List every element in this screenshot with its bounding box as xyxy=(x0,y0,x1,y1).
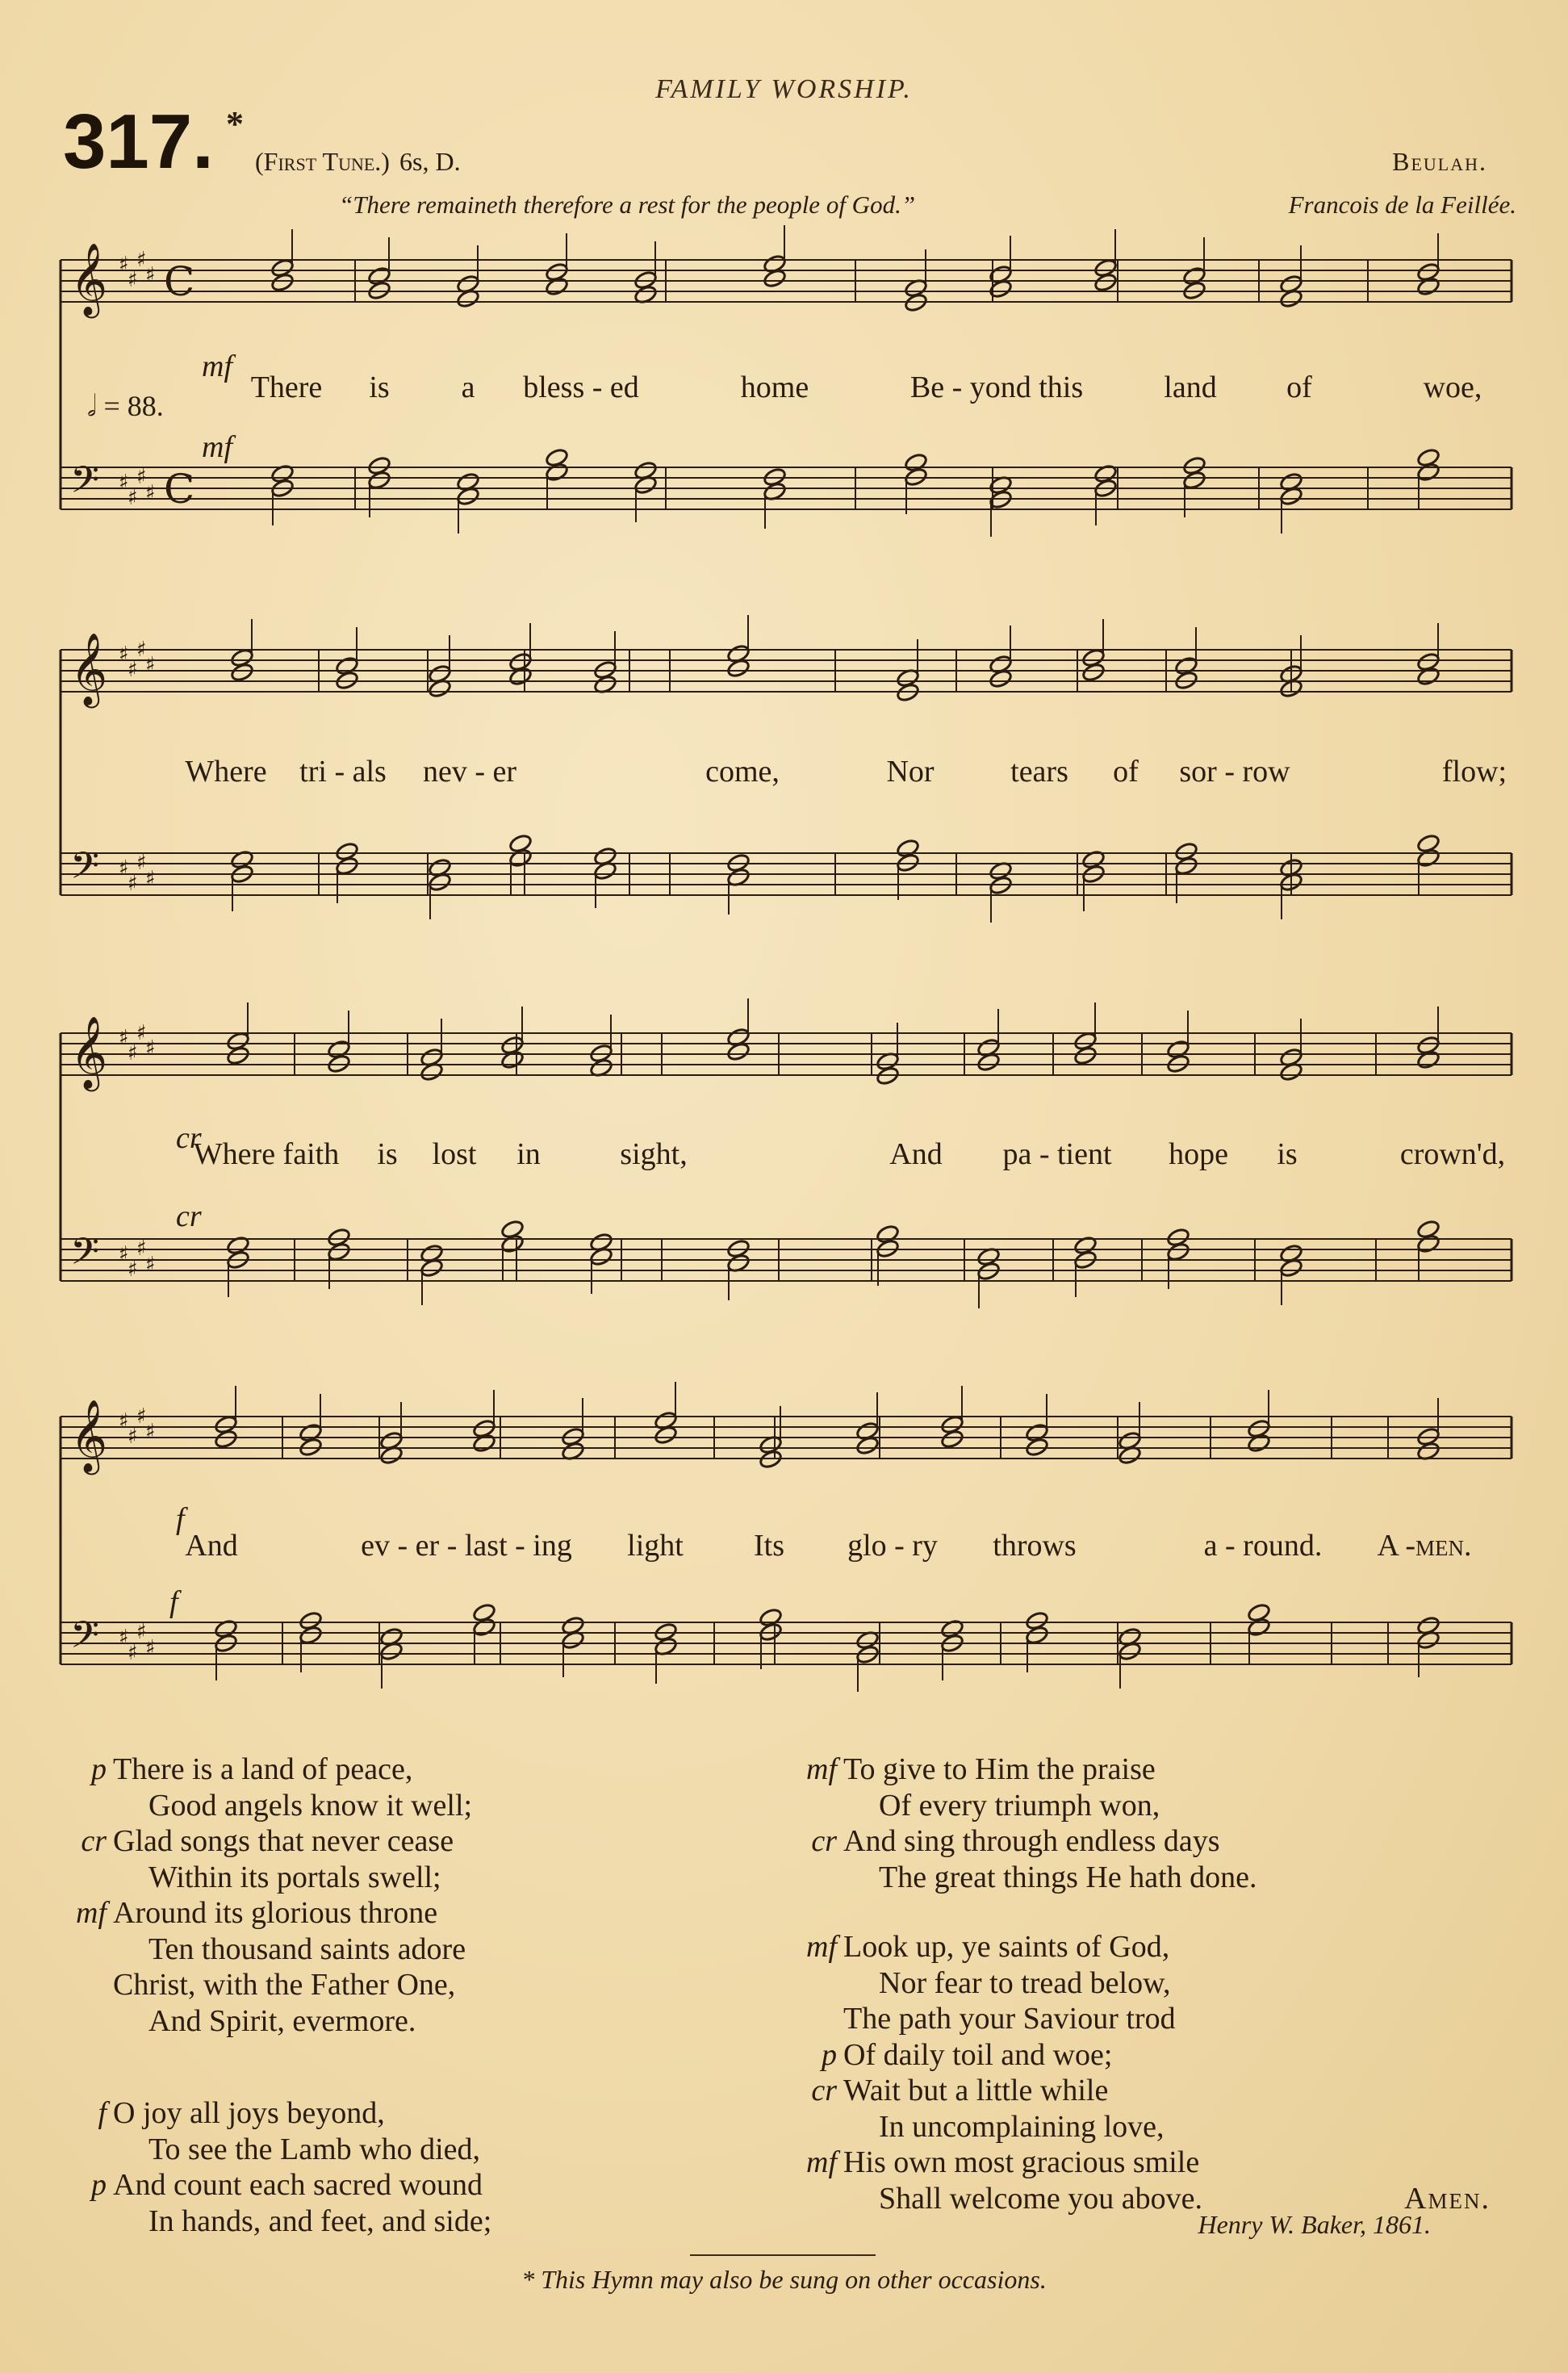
lyric-syllable: glo - ry xyxy=(847,1529,938,1563)
note-head xyxy=(545,447,569,467)
lyric-syllable: a xyxy=(461,370,475,404)
lyric-syllable: come, xyxy=(705,755,780,789)
verse-text: The great things He hath done. xyxy=(879,1860,1257,1894)
dynamic-marking: f xyxy=(98,2096,107,2130)
hymn-asterisk: * xyxy=(226,104,244,144)
dynamic-marking: cr xyxy=(81,1824,107,1858)
lyric-syllable: Where faith xyxy=(193,1137,340,1171)
sharp-icon: ♯ xyxy=(128,1641,138,1665)
dynamic-marking: p xyxy=(822,2037,837,2072)
lyric-syllable: A -men. xyxy=(1377,1529,1472,1563)
note-head xyxy=(1247,1433,1271,1453)
common-time-icon: C xyxy=(164,466,195,513)
note-head xyxy=(545,276,569,296)
verse-text: Nor fear to tread below, xyxy=(879,1965,1171,2000)
tune-label: (First Tune.) xyxy=(255,147,390,176)
sharp-icon: ♯ xyxy=(128,1041,138,1065)
lyric-syllable: hope xyxy=(1169,1137,1228,1171)
verse-text: Around its glorious throne xyxy=(113,1896,438,1930)
note-head xyxy=(500,1219,525,1239)
note-head xyxy=(904,452,928,472)
dynamic-marking: f xyxy=(169,1585,178,1619)
lyric-syllable: Its xyxy=(754,1529,784,1563)
note-head xyxy=(500,1049,525,1069)
dynamic-marking: cr xyxy=(811,1824,837,1858)
tempo-marking: 𝅗𝅥 = 88. xyxy=(87,390,164,422)
verse-text: Christ, with the Father One, xyxy=(113,1968,456,2002)
lyric-syllable: in xyxy=(516,1137,541,1171)
sharp-icon: ♯ xyxy=(119,471,129,495)
note-head xyxy=(855,1435,880,1455)
dynamic-marking: cr xyxy=(176,1121,202,1155)
lyric-syllable: is xyxy=(1277,1137,1298,1171)
verse-text: To see the Lamb who died, xyxy=(148,2132,481,2166)
sharp-icon: ♯ xyxy=(119,253,129,277)
dynamic-marking: p xyxy=(91,2168,107,2202)
sharp-icon: ♯ xyxy=(136,1237,147,1261)
sharp-icon: ♯ xyxy=(145,1636,156,1660)
sharp-icon: ♯ xyxy=(119,1026,129,1050)
note-head xyxy=(896,838,920,858)
lyric-syllable: sor - row xyxy=(1179,755,1290,789)
note-head xyxy=(763,268,787,288)
note-head xyxy=(940,1429,964,1449)
verse-text: Shall welcome you above. xyxy=(879,2181,1203,2216)
note-head xyxy=(1416,666,1440,686)
note-head xyxy=(1073,1045,1098,1065)
sharp-icon: ♯ xyxy=(145,1036,156,1061)
lyric-syllable: of xyxy=(1113,755,1139,789)
epigraph-author: Francois de la Feillée. xyxy=(1288,190,1516,219)
lyric-syllable: flow; xyxy=(1441,755,1507,789)
note-head xyxy=(472,1602,496,1622)
lyric-line xyxy=(0,754,1568,789)
verse-text: His own most gracious smile xyxy=(843,2145,1200,2179)
note-head xyxy=(1416,833,1440,853)
lyric-syllable: Nor xyxy=(886,755,935,789)
verse-text: And Spirit, evermore. xyxy=(148,2003,416,2038)
lyric-syllable: throws xyxy=(993,1529,1077,1563)
tune-name: Beulah. xyxy=(1392,147,1487,176)
verse-text: Within its portals swell; xyxy=(148,1860,441,1894)
bass-clef-icon: 𝄢 xyxy=(70,844,100,897)
sharp-icon: ♯ xyxy=(145,1253,156,1277)
lyric-syllable: crown'd, xyxy=(1399,1137,1506,1171)
note-head xyxy=(1416,1219,1440,1239)
lyric-syllable: tears xyxy=(1010,755,1068,789)
sharp-icon: ♯ xyxy=(128,486,138,510)
amen-text: Amen. xyxy=(1404,2181,1491,2216)
note-head xyxy=(472,1433,496,1453)
sharp-icon: ♯ xyxy=(119,856,129,881)
verse-text: In hands, and feet, and side; xyxy=(148,2204,492,2238)
note-head xyxy=(1416,276,1440,296)
sharp-icon: ♯ xyxy=(145,867,156,891)
hymn-author: Henry W. Baker, 1861. xyxy=(1198,2210,1431,2239)
note-head xyxy=(299,1610,323,1630)
dynamic-marking: f xyxy=(176,1502,185,1536)
bass-clef-icon: 𝄢 xyxy=(70,1613,100,1666)
lyric-syllable: There xyxy=(250,370,323,404)
note-head xyxy=(335,841,359,861)
note-head xyxy=(367,455,391,475)
note-head xyxy=(1416,1049,1440,1069)
sharp-icon: ♯ xyxy=(128,268,138,292)
bass-clef-icon: 𝄢 xyxy=(70,1230,100,1283)
sharp-icon: ♯ xyxy=(136,851,147,875)
lyric-line xyxy=(0,1528,1568,1563)
sharp-icon: ♯ xyxy=(136,1404,147,1429)
sharp-icon: ♯ xyxy=(119,642,129,667)
sharp-icon: ♯ xyxy=(136,1620,147,1644)
note-head xyxy=(1166,1227,1190,1247)
note-head xyxy=(759,1607,783,1627)
lyric-syllable: is xyxy=(377,1137,398,1171)
lyric-syllable: pa - tient xyxy=(1002,1137,1112,1171)
lyric-syllable: nev - er xyxy=(422,755,517,789)
sharp-icon: ♯ xyxy=(145,653,156,677)
note-head xyxy=(1093,272,1118,292)
verse-text: There is a land of peace, xyxy=(113,1752,413,1786)
note-head xyxy=(214,1429,238,1449)
verse-text: The path your Saviour trod xyxy=(843,2002,1176,2036)
note-head xyxy=(327,1227,351,1247)
note-head xyxy=(508,833,533,853)
dynamic-marking: mf xyxy=(76,1896,107,1930)
lyric-line xyxy=(0,1136,1568,1169)
running-head: FAMILY WORSHIP. xyxy=(655,74,913,104)
note-head xyxy=(1025,1610,1049,1630)
dynamic-marking: cr xyxy=(811,2074,837,2107)
lyric-syllable: woe, xyxy=(1423,370,1482,404)
dynamic-marking: cr xyxy=(176,1199,202,1233)
lyric-syllable: home xyxy=(740,370,809,404)
lyric-syllable: land xyxy=(1164,370,1217,404)
dynamic-marking: mf xyxy=(806,2145,837,2179)
sharp-icon: ♯ xyxy=(128,872,138,896)
lyric-syllable: is xyxy=(369,370,390,404)
note-head xyxy=(270,272,295,292)
sharp-icon: ♯ xyxy=(128,658,138,682)
verse-text: Ten thousand saints adore xyxy=(148,1931,466,1966)
note-head xyxy=(1416,447,1440,467)
note-head xyxy=(989,668,1013,688)
common-time-icon: C xyxy=(164,258,195,305)
hymn-number: 317. xyxy=(63,98,214,185)
verse-text: Of daily toil and woe; xyxy=(843,2037,1113,2072)
footnote-rule xyxy=(690,2254,876,2256)
note-head xyxy=(726,658,751,678)
note-head xyxy=(230,662,254,682)
lyric-syllable: ev - er - last - ing xyxy=(361,1529,572,1563)
note-head xyxy=(1182,455,1206,475)
lyric-syllable: sight, xyxy=(620,1137,688,1171)
treble-clef-icon: 𝄞 xyxy=(70,1400,108,1472)
lyric-syllable: Be - yond this xyxy=(909,370,1084,404)
footnote: * This Hymn may also be sung on other occasions. xyxy=(521,2265,1047,2294)
note-head xyxy=(726,1041,751,1061)
verse-text: In uncomplaining love, xyxy=(879,2109,1165,2144)
dynamic-marking: mf xyxy=(806,1930,837,1964)
sharp-icon: ♯ xyxy=(128,1258,138,1282)
note-head xyxy=(876,1224,900,1244)
lyric-syllable: a - round. xyxy=(1203,1529,1323,1563)
verse-text: Good angels know it well; xyxy=(148,1788,473,1823)
lyric-syllable: lost xyxy=(432,1137,477,1171)
sharp-icon: ♯ xyxy=(145,1420,156,1444)
lyric-line xyxy=(0,370,1568,402)
sharp-icon: ♯ xyxy=(136,638,147,662)
lyric-syllable: And xyxy=(889,1137,943,1171)
verse-text: And sing through endless days xyxy=(843,1824,1220,1858)
note-head xyxy=(508,666,533,686)
epigraph: “There remaineth therefore a rest for the people of God.” xyxy=(339,190,916,219)
note-head xyxy=(226,1045,250,1065)
sharp-icon: ♯ xyxy=(119,1409,129,1433)
lyric-syllable: And xyxy=(185,1529,238,1563)
meter: 6s, D. xyxy=(399,147,461,176)
dynamic-marking: p xyxy=(91,1752,107,1786)
sharp-icon: ♯ xyxy=(145,263,156,287)
verse-text: Of every triumph won, xyxy=(879,1788,1160,1823)
bass-clef-icon: 𝄢 xyxy=(70,458,100,511)
sharp-icon: ♯ xyxy=(136,248,147,272)
dynamic-marking: mf xyxy=(806,1752,837,1786)
treble-clef-icon: 𝄞 xyxy=(70,1016,108,1089)
verse-text: Look up, ye saints of God, xyxy=(843,1930,1170,1964)
lyric-syllable: Where xyxy=(185,755,267,789)
dynamic-marking: mf xyxy=(202,349,232,383)
sharp-icon: ♯ xyxy=(119,1242,129,1266)
sharp-icon: ♯ xyxy=(128,1425,138,1449)
verse-text: Wait but a little while xyxy=(843,2074,1109,2107)
sharp-icon: ♯ xyxy=(136,465,147,489)
dynamic-marking: mf xyxy=(202,430,232,464)
lyric-syllable: tri - als xyxy=(299,755,387,789)
verse-text: And count each sacred wound xyxy=(113,2168,483,2202)
verse-text: To give to Him the praise xyxy=(843,1752,1156,1786)
treble-clef-icon: 𝄞 xyxy=(70,243,108,316)
lyric-syllable: of xyxy=(1286,370,1312,404)
sharp-icon: ♯ xyxy=(119,1626,129,1650)
sharp-icon: ♯ xyxy=(136,1021,147,1045)
lyric-syllable: bless - ed xyxy=(523,370,639,404)
note-head xyxy=(1247,1602,1271,1622)
treble-clef-icon: 𝄞 xyxy=(70,633,108,705)
note-head xyxy=(976,1052,1001,1072)
lyric-syllable: light xyxy=(627,1529,684,1563)
note-head xyxy=(654,1425,678,1445)
note-head xyxy=(1081,662,1106,682)
verse-text: O joy all joys beyond, xyxy=(113,2096,385,2130)
sharp-icon: ♯ xyxy=(145,481,156,505)
verse-text: Glad songs that never cease xyxy=(113,1824,454,1858)
note-head xyxy=(1174,841,1198,861)
